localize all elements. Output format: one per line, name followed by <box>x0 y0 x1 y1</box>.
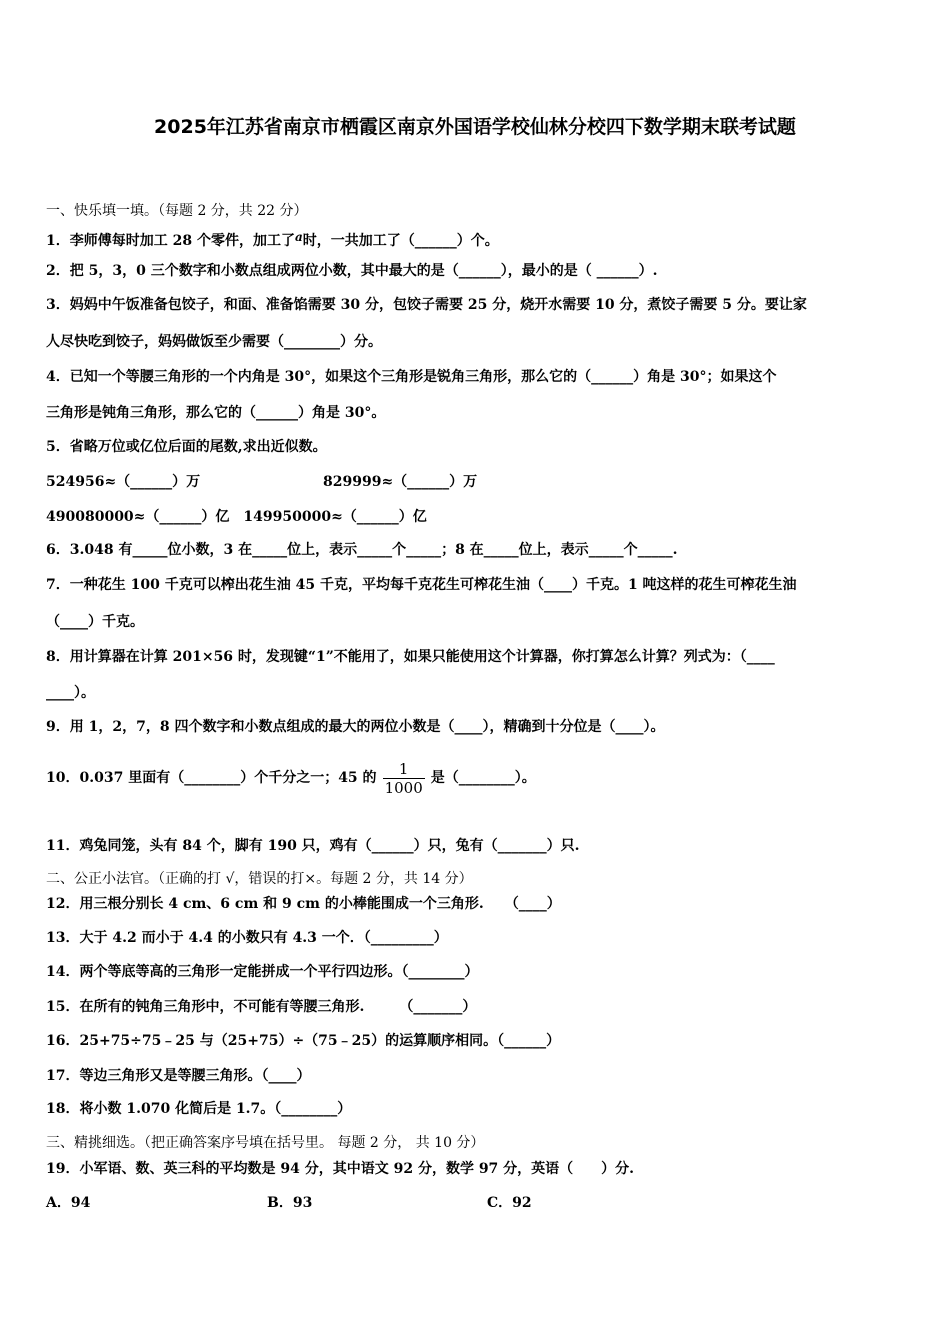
question-6: 6．3.048 有_____位小数，3 在_____位上，表示_____个_____；8 在_____位上，表示_____个_____. <box>46 542 678 558</box>
question-10-text-b: 是（________）。 <box>430 770 536 786</box>
section-3-heading: 三、精挑细选。（把正确答案序号填在括号里。 每题 2 分， 共 10 分） <box>46 1135 485 1151</box>
question-10 <box>46 758 536 798</box>
question-8-line-2: ____）。 <box>46 685 95 701</box>
question-13: 13．大于 4.2 而小于 4.4 的小数只有 4.3 一个．（_________） <box>46 930 448 946</box>
question-18: 18．将小数 1.070 化简后是 1.7。（________） <box>46 1101 352 1117</box>
fraction-denominator: 1000 <box>384 778 423 797</box>
question-17: 17．等边三角形又是等腰三角形。（____） <box>46 1068 311 1084</box>
question-1-text-b: 时，一共加工了（______）个。 <box>302 233 499 249</box>
section-2-heading: 二、公正小法官。（正确的打 √，错误的打×。每题 2 分，共 14 分） <box>46 871 473 887</box>
section-1-heading: 一、快乐填一填。（每题 2 分，共 22 分） <box>46 203 308 219</box>
question-4-line-1: 4．已知一个等腰三角形的一个内角是 30°，如果这个三角形是锐角三角形，那么它的（______）角是 30°；如果这个 <box>46 369 777 385</box>
question-11: 11．鸡兔同笼，头有 84 个，脚有 190 只，鸡有（______）只，兔有（_______）只. <box>46 838 580 854</box>
question-3-line-1: 3．妈妈中午饭准备包饺子，和面、准备馅需要 30 分，包饺子需要 25 分，烧开水需要 10 分，煮饺子需要 5 分。要让家 <box>46 297 807 313</box>
question-5-item-c: 490080000≈（______）亿 149950000≈（______）亿 <box>46 509 427 525</box>
question-5-item-a: 524956≈（______）万 <box>46 474 201 490</box>
question-1-text-a: 1．李师傅每时加工 28 个零件，加工了 <box>46 233 295 249</box>
question-12: 12．用三根分别长 4 cm、6 cm 和 9 cm 的小棒能围成一个三角形. （____） <box>46 896 561 912</box>
question-16: 16．25+75÷75﹣25 与（25+75）÷（75﹣25）的运算顺序相同。（______） <box>46 1033 561 1049</box>
question-7-line-1: 7．一种花生 100 千克可以榨出花生油 45 千克，平均每千克花生可榨花生油（____）千克。1 吨这样的花生可榨花生油 <box>46 577 797 593</box>
question-7-line-2: （____）千克。 <box>46 614 144 630</box>
option-a: A．94 <box>46 1195 91 1211</box>
fraction-numerator: 1 <box>383 760 425 779</box>
question-3-line-2: 人尽快吃到饺子，妈妈做饭至少需要（________）分。 <box>46 334 382 350</box>
question-2: 2．把 5，3，0 三个数字和小数点组成两位小数，其中最大的是（______），最小的是（ ______）. <box>46 263 658 279</box>
question-5-item-b: 829999≈（______）万 <box>323 474 478 490</box>
question-15: 15．在所有的钝角三角形中，不可能有等腰三角形. （_______） <box>46 999 477 1015</box>
question-5-line-1: 5．省略万位或亿位后面的尾数,求出近似数。 <box>46 439 327 455</box>
fraction <box>383 760 425 797</box>
question-4-line-2: 三角形是钝角三角形，那么它的（______）角是 30°。 <box>46 405 386 421</box>
question-14: 14．两个等底等高的三角形一定能拼成一个平行四边形。（________） <box>46 964 479 980</box>
question-10-text-a: 10．0.037 里面有（________）个千分之一；45 的 <box>46 770 377 786</box>
question-1-variable: a <box>294 230 303 244</box>
option-b: B．93 <box>267 1195 313 1211</box>
question-8-line-1: 8．用计算器在计算 201×56 时，发现键“1”不能用了，如果只能使用这个计算器，你打算怎么计算？列式为：（____ <box>46 649 775 665</box>
page-title: 2025年江苏省南京市栖霞区南京外国语学校仙林分校四下数学期末联考试题 <box>154 116 796 138</box>
question-19: 19．小军语、数、英三科的平均数是 94 分，其中语文 92 分，数学 97 分，英语（ ）分. <box>46 1161 635 1177</box>
question-9: 9．用 1，2，7，8 四个数字和小数点组成的最大的两位小数是（____），精确到十分位是（____）。 <box>46 719 665 735</box>
question-1 <box>46 227 499 251</box>
option-c: C．92 <box>487 1195 532 1211</box>
